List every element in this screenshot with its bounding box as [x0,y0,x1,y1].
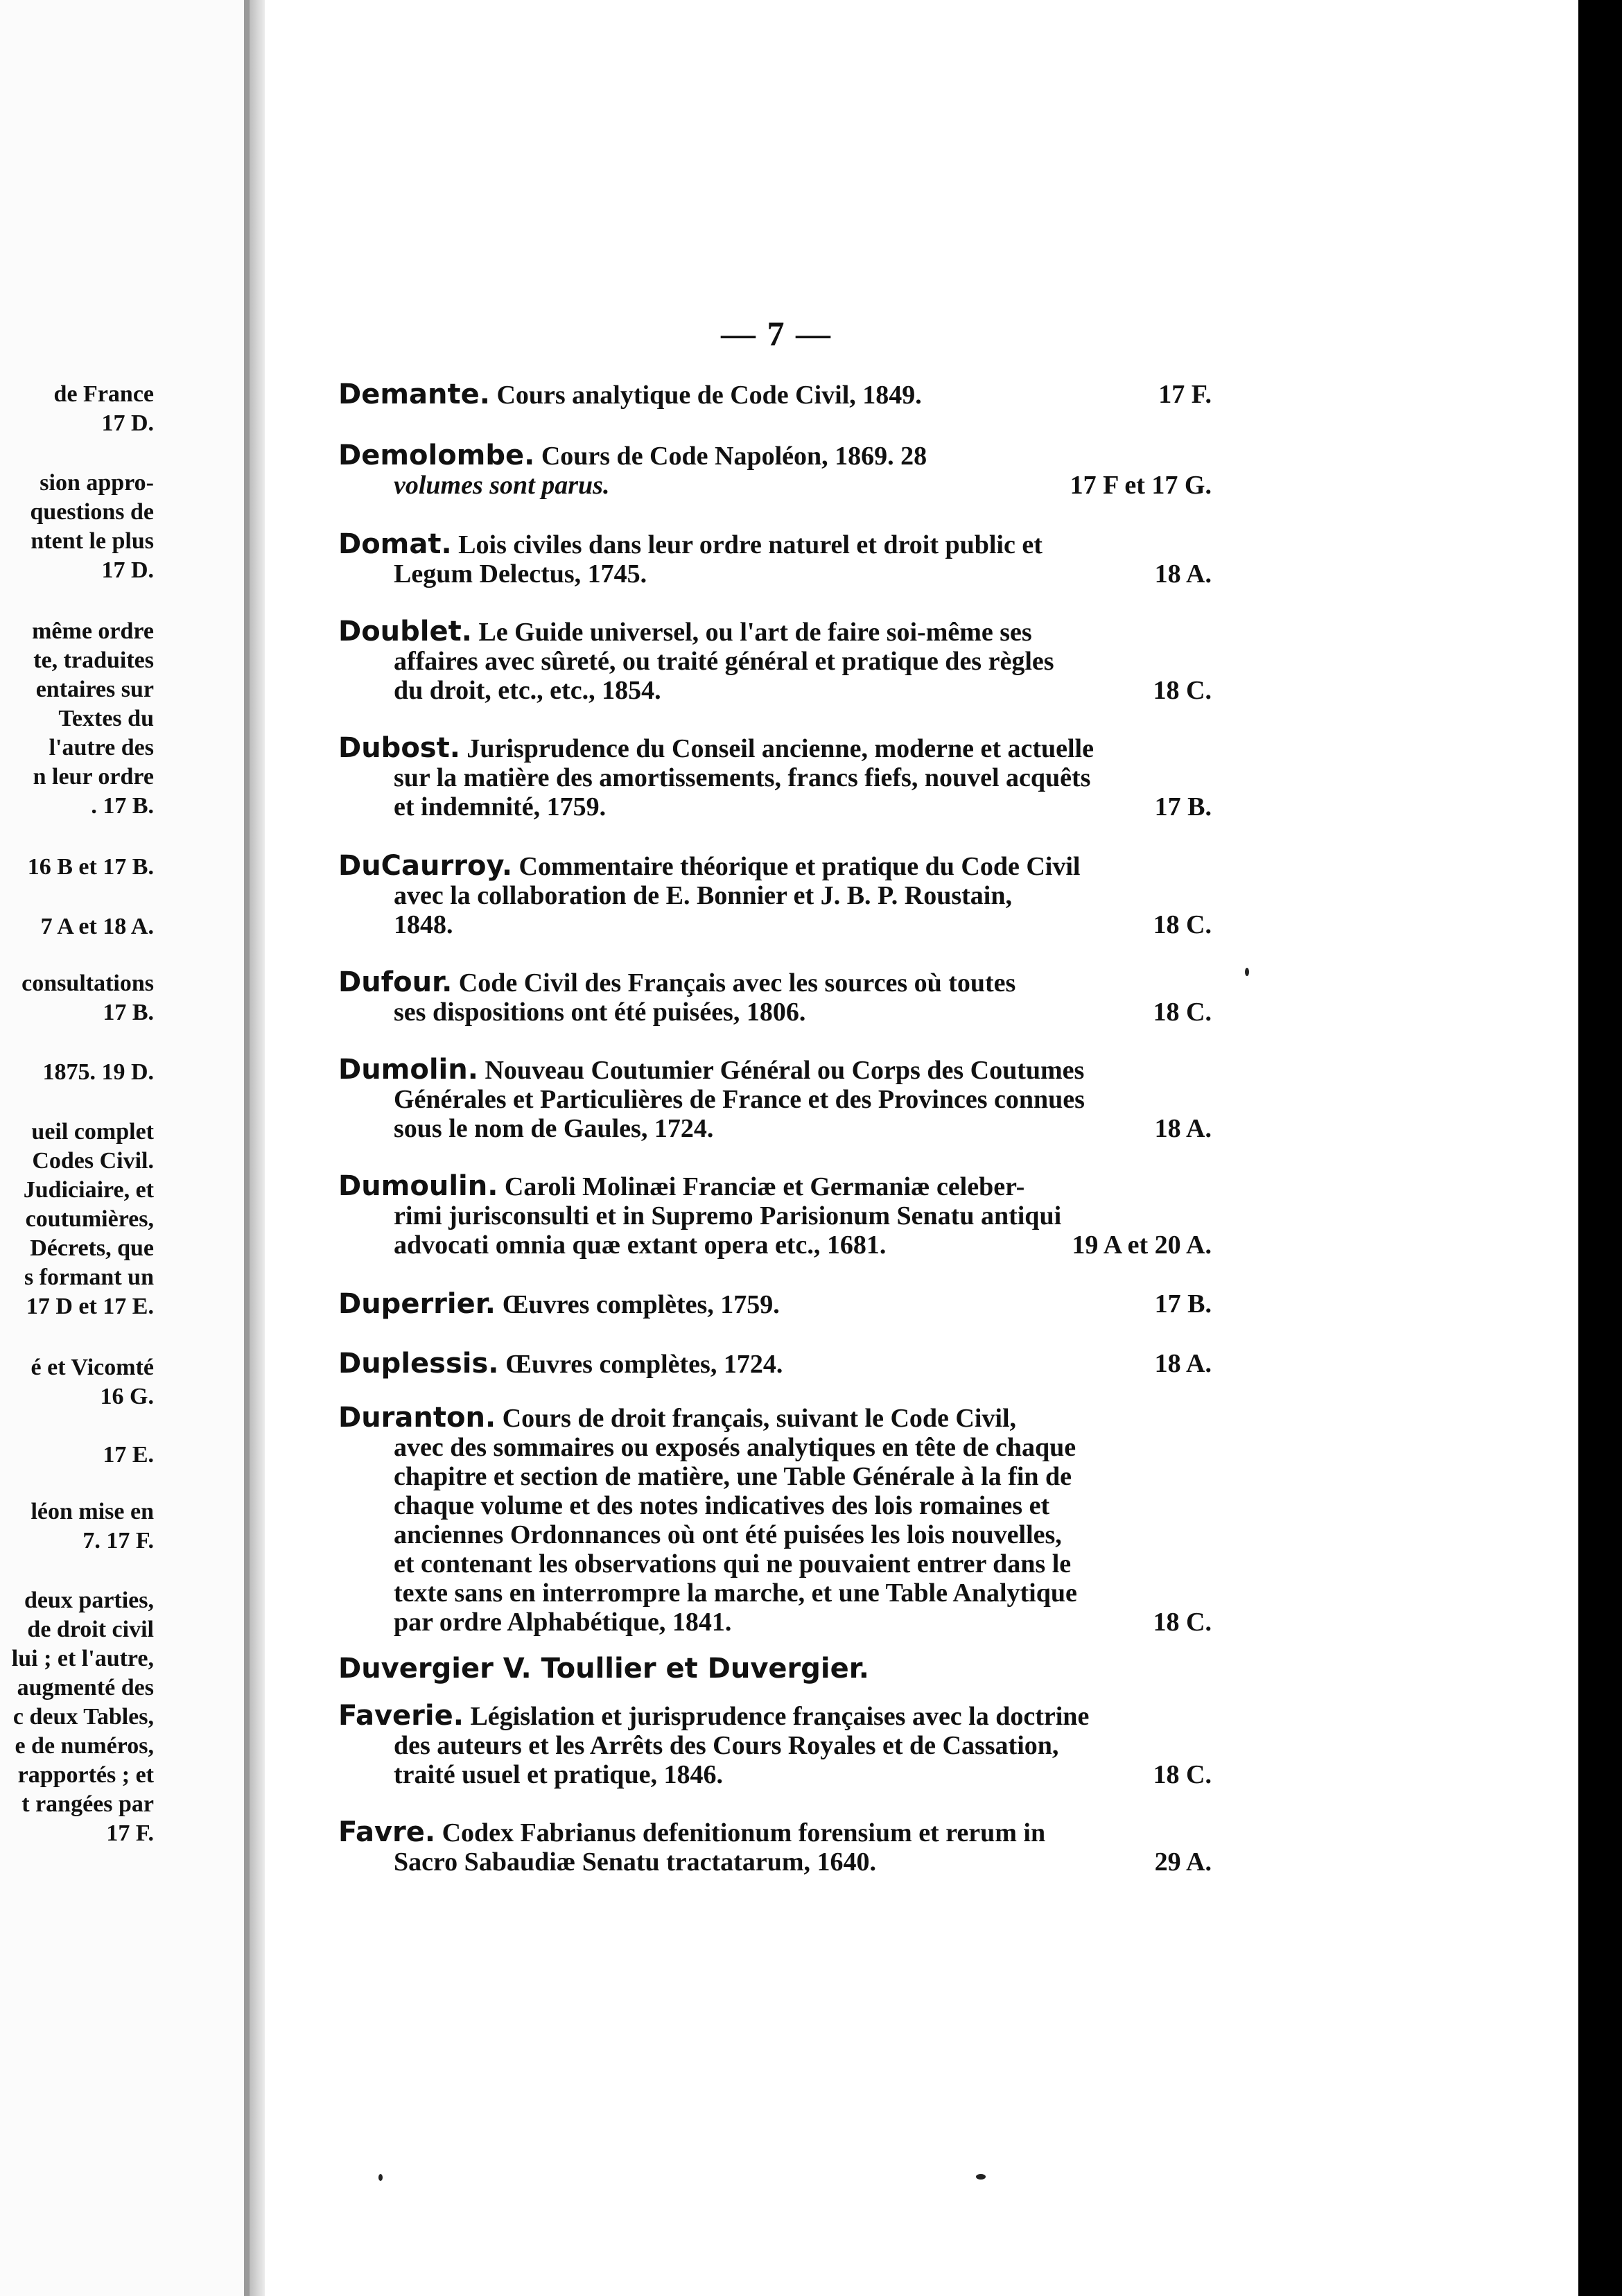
shelf-ref: 17 B. [1154,792,1212,821]
entry-dumolin [338,1055,1212,1143]
entry-text: volumes sont parus. [394,471,610,500]
entry-text: Œuvres complètes, 1724. [505,1350,783,1379]
shelf-ref: 18 C. [1153,910,1212,939]
left-line: ntent le plus [30,528,154,554]
left-line: 17 D et 17 E. [26,1294,154,1319]
entry-text: Lois civiles dans leur ordre naturel et droit public et [458,530,1043,559]
author-name: Favre. [338,1818,436,1847]
entry-text: Legum Delectus, 1745. [394,559,647,589]
left-line: 7. 17 F. [82,1528,154,1554]
author-name: Demolombe. [338,441,535,471]
left-line: 17 E. [103,1442,154,1468]
entry-faverie [338,1701,1212,1789]
entry-text: texte sans en interrompre la marche, et une Table Analytique [394,1578,1077,1608]
scan-speck [1245,968,1249,976]
entry-text: Générales et Particulières de France et des Provinces connues [394,1085,1085,1114]
entry-text: par ordre Alphabétique, 1841. [394,1608,732,1637]
author-name: Dufour. [338,968,453,998]
entry-text: rimi jurisconsulti et in Supremo Parisionum Senatu antiqui [394,1201,1062,1230]
left-line: rapportés ; et [17,1762,154,1788]
left-line: ueil complet [31,1119,154,1145]
entry-text: ses dispositions ont été puisées, 1806. [394,998,806,1027]
left-line: Textes du [58,706,154,731]
shelf-ref: 19 A et 20 A. [1072,1230,1212,1260]
left-line: n leur ordre [33,764,154,790]
entry-domat [338,530,1212,589]
entry-favre [338,1818,1212,1877]
left-line: Judiciaire, et [23,1177,154,1203]
entry-text: sous le nom de Gaules, 1724. [394,1114,714,1143]
left-line: léon mise en [30,1499,154,1524]
entry-text: advocati omnia quæ extant opera etc., 1681. [394,1230,887,1260]
author-name: Faverie. [338,1701,464,1731]
author-name: Demante. [338,380,490,410]
entry-text: Cours de Code Napoléon, 1869. 28 [541,442,927,471]
entry-demante [338,380,1212,410]
entry-text: Caroli Molinæi Franciæ et Germaniæ celeber- [504,1172,1025,1201]
page-number: — 7 — [721,314,832,353]
shelf-ref: 18 A. [1154,1349,1212,1378]
left-line: 17 F. [106,1820,154,1846]
shelf-ref: 18 A. [1154,1114,1212,1143]
page-gutter [250,0,265,2296]
entry-duperrier [338,1289,1212,1319]
entry-text: Commentaire théorique et pratique du Code Civil [518,852,1081,881]
entry-text: Le Guide universel, ou l'art de faire soi-même ses [478,618,1032,647]
left-line: 7 A et 18 A. [40,914,154,939]
entry-text: Œuvres complètes, 1759. [502,1290,780,1319]
left-line: 17 D. [101,557,154,583]
shelf-ref: 17 F et 17 G. [1070,471,1212,500]
left-line: de droit civil [27,1617,154,1642]
entry-text: du droit, etc., etc., 1854. [394,676,661,705]
left-line: e de numéros, [15,1733,154,1759]
left-line: 17 B. [103,1000,154,1025]
entry-text: Cours analytique de Code Civil, 1849. [496,381,922,410]
entry-text: chapitre et section de matière, une Table Générale à la fin de [394,1462,1072,1491]
author-name: Duplessis. [338,1349,499,1379]
entry-text: anciennes Ordonnances où ont été puisées les lois nouvelles, [394,1520,1062,1549]
left-line: même ordre [32,618,154,644]
author-name: Dumolin. [338,1055,478,1085]
shelf-ref: 17 B. [1154,1289,1212,1319]
left-line: . 17 B. [91,793,154,819]
entry-duvergier [338,1654,1212,1684]
entry-dubost [338,733,1212,821]
entry-text: Codex Fabrianus defenitionum forensium et rerum in [442,1818,1046,1847]
right-page [265,0,1578,2296]
left-line: te, traduites [33,647,154,673]
shelf-ref: 29 A. [1154,1847,1212,1877]
left-line: coutumières, [25,1206,154,1232]
left-line: t rangées par [21,1791,154,1817]
entry-text: traité usuel et pratique, 1846. [394,1760,723,1789]
left-line: questions de [30,499,154,525]
left-line: de France [53,381,154,407]
left-line: 1875. 19 D. [42,1059,154,1085]
entry-demolombe [338,441,1212,500]
left-line: Codes Civil. [32,1148,154,1174]
entry-text: affaires avec sûreté, ou traité général et pratique des règles [394,647,1054,676]
author-name: Duvergier V. Toullier et Duvergier. [338,1654,869,1684]
entry-text: des auteurs et les Arrêts des Cours Royales et de Cassation, [394,1731,1059,1760]
left-line: Décrets, que [30,1235,154,1261]
entry-text: 1848. [394,910,453,939]
entry-text: et contenant les observations qui ne pouvaient entrer dans le [394,1549,1072,1578]
entry-text: Jurisprudence du Conseil ancienne, moderne et actuelle [466,734,1094,763]
author-name: Duperrier. [338,1289,496,1319]
entry-duranton [338,1403,1212,1637]
left-line: é et Vicomté [30,1355,154,1380]
shelf-ref: 17 F. [1158,380,1212,409]
shelf-ref: 18 C. [1153,676,1212,705]
entry-doublet [338,617,1212,705]
entry-dumoulin [338,1172,1212,1260]
entry-text: avec des sommaires ou exposés analytiques en tête de chaque [394,1433,1076,1462]
entry-dufour [338,968,1212,1027]
left-line: deux parties, [24,1588,154,1613]
left-page [0,0,250,2296]
entry-text: Législation et jurisprudence françaises avec la doctrine [470,1702,1090,1731]
entry-text: avec la collaboration de E. Bonnier et J. B. P. Roustain, [394,881,1012,910]
left-line: c deux Tables, [12,1704,154,1730]
author-name: Dubost. [338,733,460,763]
shelf-ref: 18 A. [1154,559,1212,589]
left-line: lui ; et l'autre, [11,1646,154,1671]
left-line: augmenté des [17,1675,154,1701]
shelf-ref: 18 C. [1153,1608,1212,1637]
left-line: entaires sur [35,677,154,702]
entry-text: Nouveau Coutumier Général ou Corps des Coutumes [485,1056,1085,1085]
entry-text: sur la matière des amortissements, francs fiefs, nouvel acquêts [394,763,1091,792]
left-line: s formant un [24,1264,154,1290]
left-line: 16 G. [100,1384,154,1409]
left-line: sion appro- [40,470,154,496]
left-line: 16 B et 17 B. [27,854,154,880]
left-line: consultations [21,971,154,996]
scan-speck [976,2174,986,2180]
left-line: 17 D. [101,410,154,436]
author-name: DuCaurroy. [338,851,513,881]
shelf-ref: 18 C. [1153,1760,1212,1789]
author-name: Duranton. [338,1403,496,1433]
entry-text: et indemnité, 1759. [394,792,607,821]
entry-text: Cours de droit français, suivant le Code Civil, [502,1404,1017,1433]
entry-text: Sacro Sabaudiæ Senatu tractatarum, 1640. [394,1847,876,1877]
entry-text: chaque volume et des notes indicatives des lois romaines et [394,1491,1050,1520]
entry-ducaurroy [338,851,1212,939]
scan-speck [378,2174,383,2181]
author-name: Domat. [338,530,452,559]
entry-text: Code Civil des Français avec les sources où toutes [458,968,1016,998]
author-name: Doublet. [338,617,472,647]
shelf-ref: 18 C. [1153,998,1212,1027]
author-name: Dumoulin. [338,1172,498,1201]
left-line: l'autre des [49,735,154,760]
entry-duplessis [338,1349,1212,1379]
